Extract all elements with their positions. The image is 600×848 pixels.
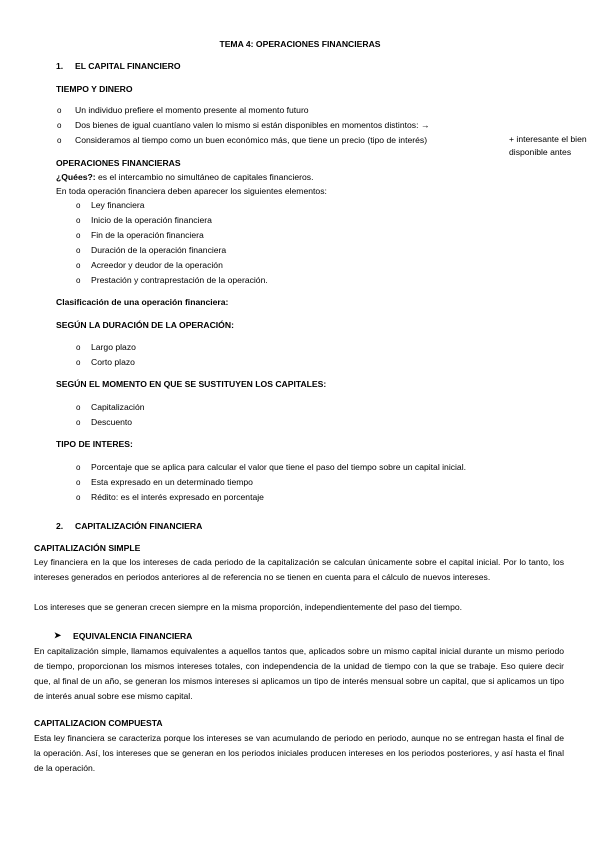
- capitalizacion-compuesta-heading: CAPITALIZACION COMPUESTA: [34, 718, 163, 728]
- side-note: + interesante el bien disponible antes: [509, 134, 587, 157]
- list-item: Descuento: [91, 417, 133, 427]
- elementos-intro: En toda operación financiera deben aparecer los siguientes elementos:: [56, 186, 327, 196]
- hollow-bullet-icon: o: [76, 276, 81, 285]
- equivalencia-heading: EQUIVALENCIA FINANCIERA: [73, 631, 193, 641]
- hollow-bullet-icon: o: [76, 358, 81, 367]
- operaciones-heading: OPERACIONES FINANCIERAS: [56, 158, 181, 168]
- momento-heading: SEGÚN EL MOMENTO EN QUE SE SUSTITUYEN LOS CAPITALES:: [56, 379, 327, 389]
- list-item: Consideramos al tiempo como un buen económico más, que tiene un precio (tipo de interés): [75, 135, 428, 145]
- list-item: Rédito: es el interés expresado en porcentaje: [91, 492, 264, 502]
- hollow-bullet-icon: o: [76, 478, 81, 487]
- hollow-bullet-icon: o: [76, 261, 81, 270]
- hollow-bullet-icon: o: [76, 231, 81, 240]
- hollow-bullet-icon: o: [76, 216, 81, 225]
- section-1-number: 1.: [56, 61, 64, 71]
- hollow-bullet-icon: o: [57, 106, 62, 115]
- que-es-text: es el intercambio no simultáneo de capitales financieros.: [95, 172, 314, 182]
- clasificacion-heading: Clasificación de una operación financiera:: [56, 297, 229, 307]
- section-1-heading: EL CAPITAL FINANCIERO: [75, 61, 181, 71]
- hollow-bullet-icon: o: [76, 343, 81, 352]
- list-item: Fin de la operación financiera: [91, 230, 204, 240]
- list-item: Duración de la operación financiera: [91, 245, 227, 255]
- list-item: Dos bienes de igual cuantíano valen lo mismo si están disponibles en momentos distintos: →: [75, 120, 430, 130]
- hollow-bullet-icon: o: [76, 463, 81, 472]
- list-item: Acreedor y deudor de la operación: [91, 260, 223, 270]
- simple-paragraph-1: Ley financiera en la que los intereses de cada periodo de la capitalización se calculan únicamente sobre el capital inicial. Por lo tanto, los intereses generados en periodos anteriores al de referencia no se tienen en cuenta para el cálculo de nuevos intereses.: [34, 557, 564, 582]
- list-item: Esta expresado en un determinado tiempo: [91, 477, 253, 487]
- tiempo-heading: TIEMPO Y DINERO: [56, 84, 133, 94]
- list-item: Largo plazo: [91, 342, 136, 352]
- page-title: TEMA 4: OPERACIONES FINANCIERAS: [219, 39, 381, 49]
- list-item: Corto plazo: [91, 357, 135, 367]
- arrowhead-bullet-icon: ➤: [54, 630, 62, 640]
- hollow-bullet-icon: o: [76, 246, 81, 255]
- section-2-heading: CAPITALIZACIÓN FINANCIERA: [75, 521, 203, 531]
- list-item: Porcentaje que se aplica para calcular el valor que tiene el paso del tiempo sobre un capital inicial.: [91, 462, 467, 472]
- que-es-line: [56, 172, 313, 183]
- hollow-bullet-icon: o: [57, 121, 62, 130]
- equivalencia-paragraph: En capitalización simple, llamamos equivalentes a aquellos tantos que, aplicados sobre un mismo capital inicial durante un mismo periodo de tiempo, proporcionan los mismos intereses totales, con independencia de la unidad de tiempo con la que se trabaje. Eso quiere decir que, al final de un año, se generan los mismos intereses si aplicamos un tipo de interés mensual sobre un capital, que si aplicamos un tipo de interés anual sobre ese mismo capital.: [34, 646, 564, 701]
- list-item: Prestación y contraprestación de la operación.: [91, 275, 268, 285]
- compuesta-paragraph: Esta ley financiera se caracteriza porque los intereses se van acumulando de periodo en periodo, aunque no se entregan hasta el final de la operación. Así, los intereses que se generan en los periodos iniciales producen intereses en los periodos posteriores, y así hasta el final de la operación.: [34, 733, 564, 773]
- duracion-heading: SEGÚN LA DURACIÓN DE LA OPERACIÓN:: [56, 320, 234, 330]
- list-item: Inicio de la operación financiera: [91, 215, 212, 225]
- list-item: Un individuo prefiere el momento presente al momento futuro: [75, 105, 309, 115]
- interes-heading: TIPO DE INTERES:: [56, 439, 133, 449]
- hollow-bullet-icon: o: [76, 418, 81, 427]
- section-2-number: 2.: [56, 521, 64, 531]
- simple-paragraph-2: Los intereses que se generan crecen siempre en la misma proporción, independientemente del paso del tiempo.: [34, 602, 463, 612]
- list-item: Capitalización: [91, 402, 145, 412]
- list-item: Ley financiera: [91, 200, 145, 210]
- hollow-bullet-icon: o: [76, 493, 81, 502]
- hollow-bullet-icon: o: [76, 201, 81, 210]
- hollow-bullet-icon: o: [57, 136, 62, 145]
- hollow-bullet-icon: o: [76, 403, 81, 412]
- que-es-label: ¿Quées?:: [56, 172, 96, 182]
- capitalizacion-simple-heading: CAPITALIZACIÓN SIMPLE: [34, 543, 141, 553]
